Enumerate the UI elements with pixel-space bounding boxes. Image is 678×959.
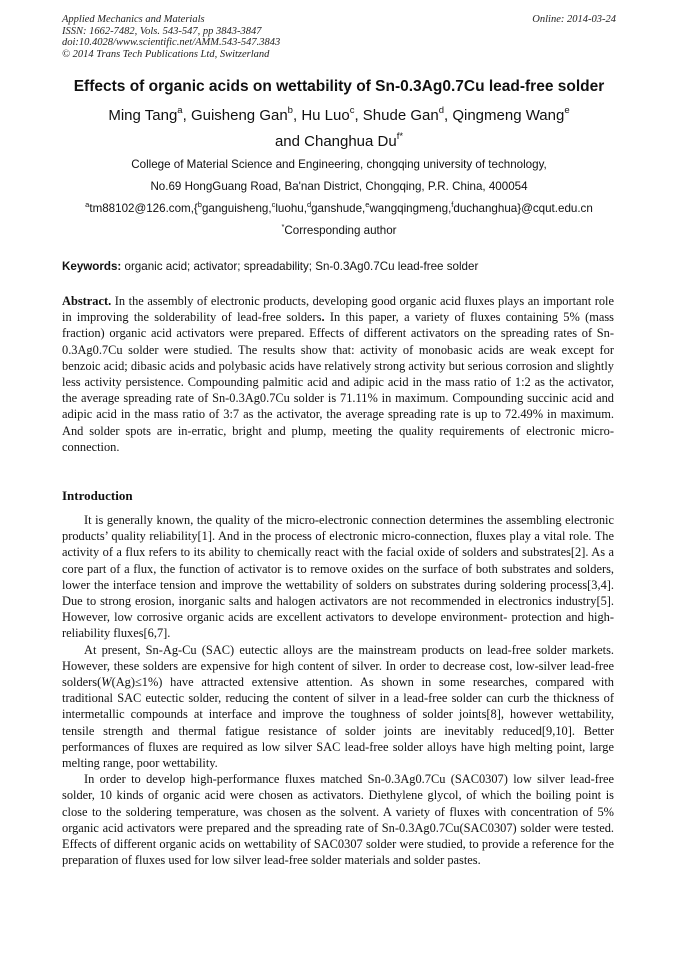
affiliation-line-2: No.69 HongGuang Road, Ba'nan District, Chongqing, P.R. China, 400054	[150, 180, 528, 193]
abstract-bold-dot: .	[321, 310, 325, 325]
email-sup: f	[451, 200, 454, 209]
author-name: Qingmeng Wang	[452, 107, 565, 124]
email-sup: a	[85, 200, 90, 209]
author-separator: ,	[354, 107, 363, 124]
email-sup: c	[271, 200, 276, 209]
intro-text: (Ag)≤1%) have attracted extensive attention. As shown in some researches, compared with traditional SAC eutectic solder, reducing the content of silver in a lead-free solder can curb the thickness of intermetallic compounds at interface and improve the toughness of solder joints[8], however wettability, tensile strength and thermal fatigue resistance of solder joints are inevitably reduced[9,10]. Better performances of fluxes are required as low silver SAC lead-free solder alloys have high melting point, large melting range, poor wettability.	[62, 675, 614, 771]
author-sup: f*	[396, 131, 404, 142]
email-text: luohu,	[275, 202, 307, 215]
keywords-text: organic acid; activator; spreadability; Sn-0.3Ag0.7Cu lead-free solder	[121, 260, 479, 273]
abstract-paragraph	[62, 293, 614, 455]
journal-name: Applied Mechanics and Materials	[62, 14, 205, 25]
email-sup: b	[197, 200, 202, 209]
author-list	[40, 103, 638, 155]
author-and: and	[274, 133, 305, 150]
author-sup: d	[438, 105, 444, 116]
author-name: Hu Luo	[301, 107, 350, 124]
keywords-label: Keywords:	[62, 260, 122, 273]
affiliation-line-1: College of Material Science and Engineering, chongqing university of technology,	[131, 158, 547, 171]
email-sup: d	[306, 200, 312, 209]
author-line-1	[40, 103, 638, 129]
keywords	[62, 260, 622, 273]
abstract-label: Abstract.	[62, 294, 112, 308]
corresponding-label: Corresponding author	[284, 224, 397, 237]
author-name: Ming Tang	[108, 107, 178, 124]
author-separator: ,	[443, 107, 453, 124]
author-sup: c	[349, 105, 355, 116]
author-line-2	[40, 129, 638, 155]
email-text: duchanghua}@cqut.edu.cn	[453, 202, 593, 215]
email-text: wangqingmeng,	[369, 202, 452, 215]
email-text: tm88102@126.com,{	[89, 202, 198, 215]
email-sup: e	[365, 200, 370, 209]
author-sup: e	[564, 105, 570, 116]
intro-paragraph-2	[62, 642, 614, 772]
author-separator: ,	[182, 107, 191, 124]
introduction-body	[62, 512, 614, 868]
corresponding-sup: *	[281, 222, 285, 231]
author-name: Changhua Du	[304, 133, 397, 150]
author-name: Guisheng Gan	[190, 107, 288, 124]
author-sup: a	[177, 105, 183, 116]
intro-text: At present, Sn-Ag-Cu (SAC) eutectic alloys are the mainstream products on lead-free solder markets. However, these solders are expensive for high content of silver. In order to decrease cost, low-silver lead-free solders(	[62, 642, 614, 690]
online-date: Online: 2014-03-24	[532, 14, 616, 25]
abstract-text: In this paper, a variety of fluxes containing 5% (mass fraction) organic acid activators were prepared. Effects of different activators on the spreading rates of Sn-0.3Ag0.7Cu solder were studied. The results show that: activity of monobasic acids are weak except for benzoic acid; dibasic acids and polybasic acids have relatively strong activity but serious corrosion and slightly less activity persistence. Compounding palmitic acid and adipic acid in the mass ratio of 1:2 as the activator, the average spreading rate of Sn-0.3Ag0.7Cu solder is 71.11% in maximum. Compounding succinic acid and adipic acid in the mass ratio of 3:7 as the activator, the average spreading rate is up to 72.49% in maximum. And solder spots are in-erratic, bright and plump, meeting the quality requirements of electronic micro-connection.	[62, 310, 614, 454]
paper-title: Effects of organic acids on wettability of Sn-0.3Ag0.7Cu lead-free solder	[73, 78, 605, 95]
author-sup: b	[287, 105, 293, 116]
author-emails	[40, 202, 638, 215]
intro-paragraph-3: In order to develop high-performance fluxes matched Sn-0.3Ag0.7Cu (SAC0307) low silver lead-free solder, 10 kinds of organic acid were chosen as activators. Diethylene glycol, of which the boiling point is close to the soldering temperature, was chosen as the solvent. A variety of fluxes with concentration of 5% organic acid activators were prepared and the spreading rate of Sn-0.3Ag0.7Cu(SAC0307) solder were tested. Effects of different organic acids on wettability of SAC0307 solder were studied, to provide a reference for the preparation of fluxes used for low silver lead-free solder materials and solder pastes.	[62, 772, 614, 868]
abstract-text: In the assembly of electronic products, developing good organic acid fluxes plays an important role in improving the solderability of lead-free solders	[62, 294, 614, 325]
email-text: ganguisheng,	[201, 202, 272, 215]
intro-italic-w: W	[101, 675, 112, 690]
intro-paragraph-1: It is generally known, the quality of the micro-electronic connection determines the assembling electronic products’ quality reliability[1]. And in the process of electronic micro-connection, fluxes play a vital role. The activity of a flux refers to its ability to chemically react with the facial oxide of solders and substrates[2]. As a core part of a flux, the function of activator is to remove oxides on the surface of both substrates and solders, lower the interface tension and improve the wettability of solders on substrates during soldering process[3,4]. Due to strong erosion, inorganic salts and halogen activators are not recommended in electronics industry[5]. However, low corrosive organic acids are excellent activators to develope environment- protection and high-reliability fluxes[6,7].	[62, 513, 614, 641]
copyright: © 2014 Trans Tech Publications Ltd, Switzerland	[62, 48, 270, 60]
abstract	[62, 293, 614, 455]
section-heading-introduction: Introduction	[62, 488, 133, 503]
journal-header	[62, 14, 616, 60]
email-text: ganshude,	[311, 202, 366, 215]
corresponding-author	[40, 224, 638, 237]
author-separator: ,	[292, 107, 302, 124]
issn: ISSN: 1662-7482, Vols. 543-547, pp 3843-3847	[62, 25, 262, 37]
doi: doi:10.4028/www.scientific.net/AMM.543-547.3843	[62, 37, 281, 49]
author-name: Shude Gan	[362, 107, 439, 124]
